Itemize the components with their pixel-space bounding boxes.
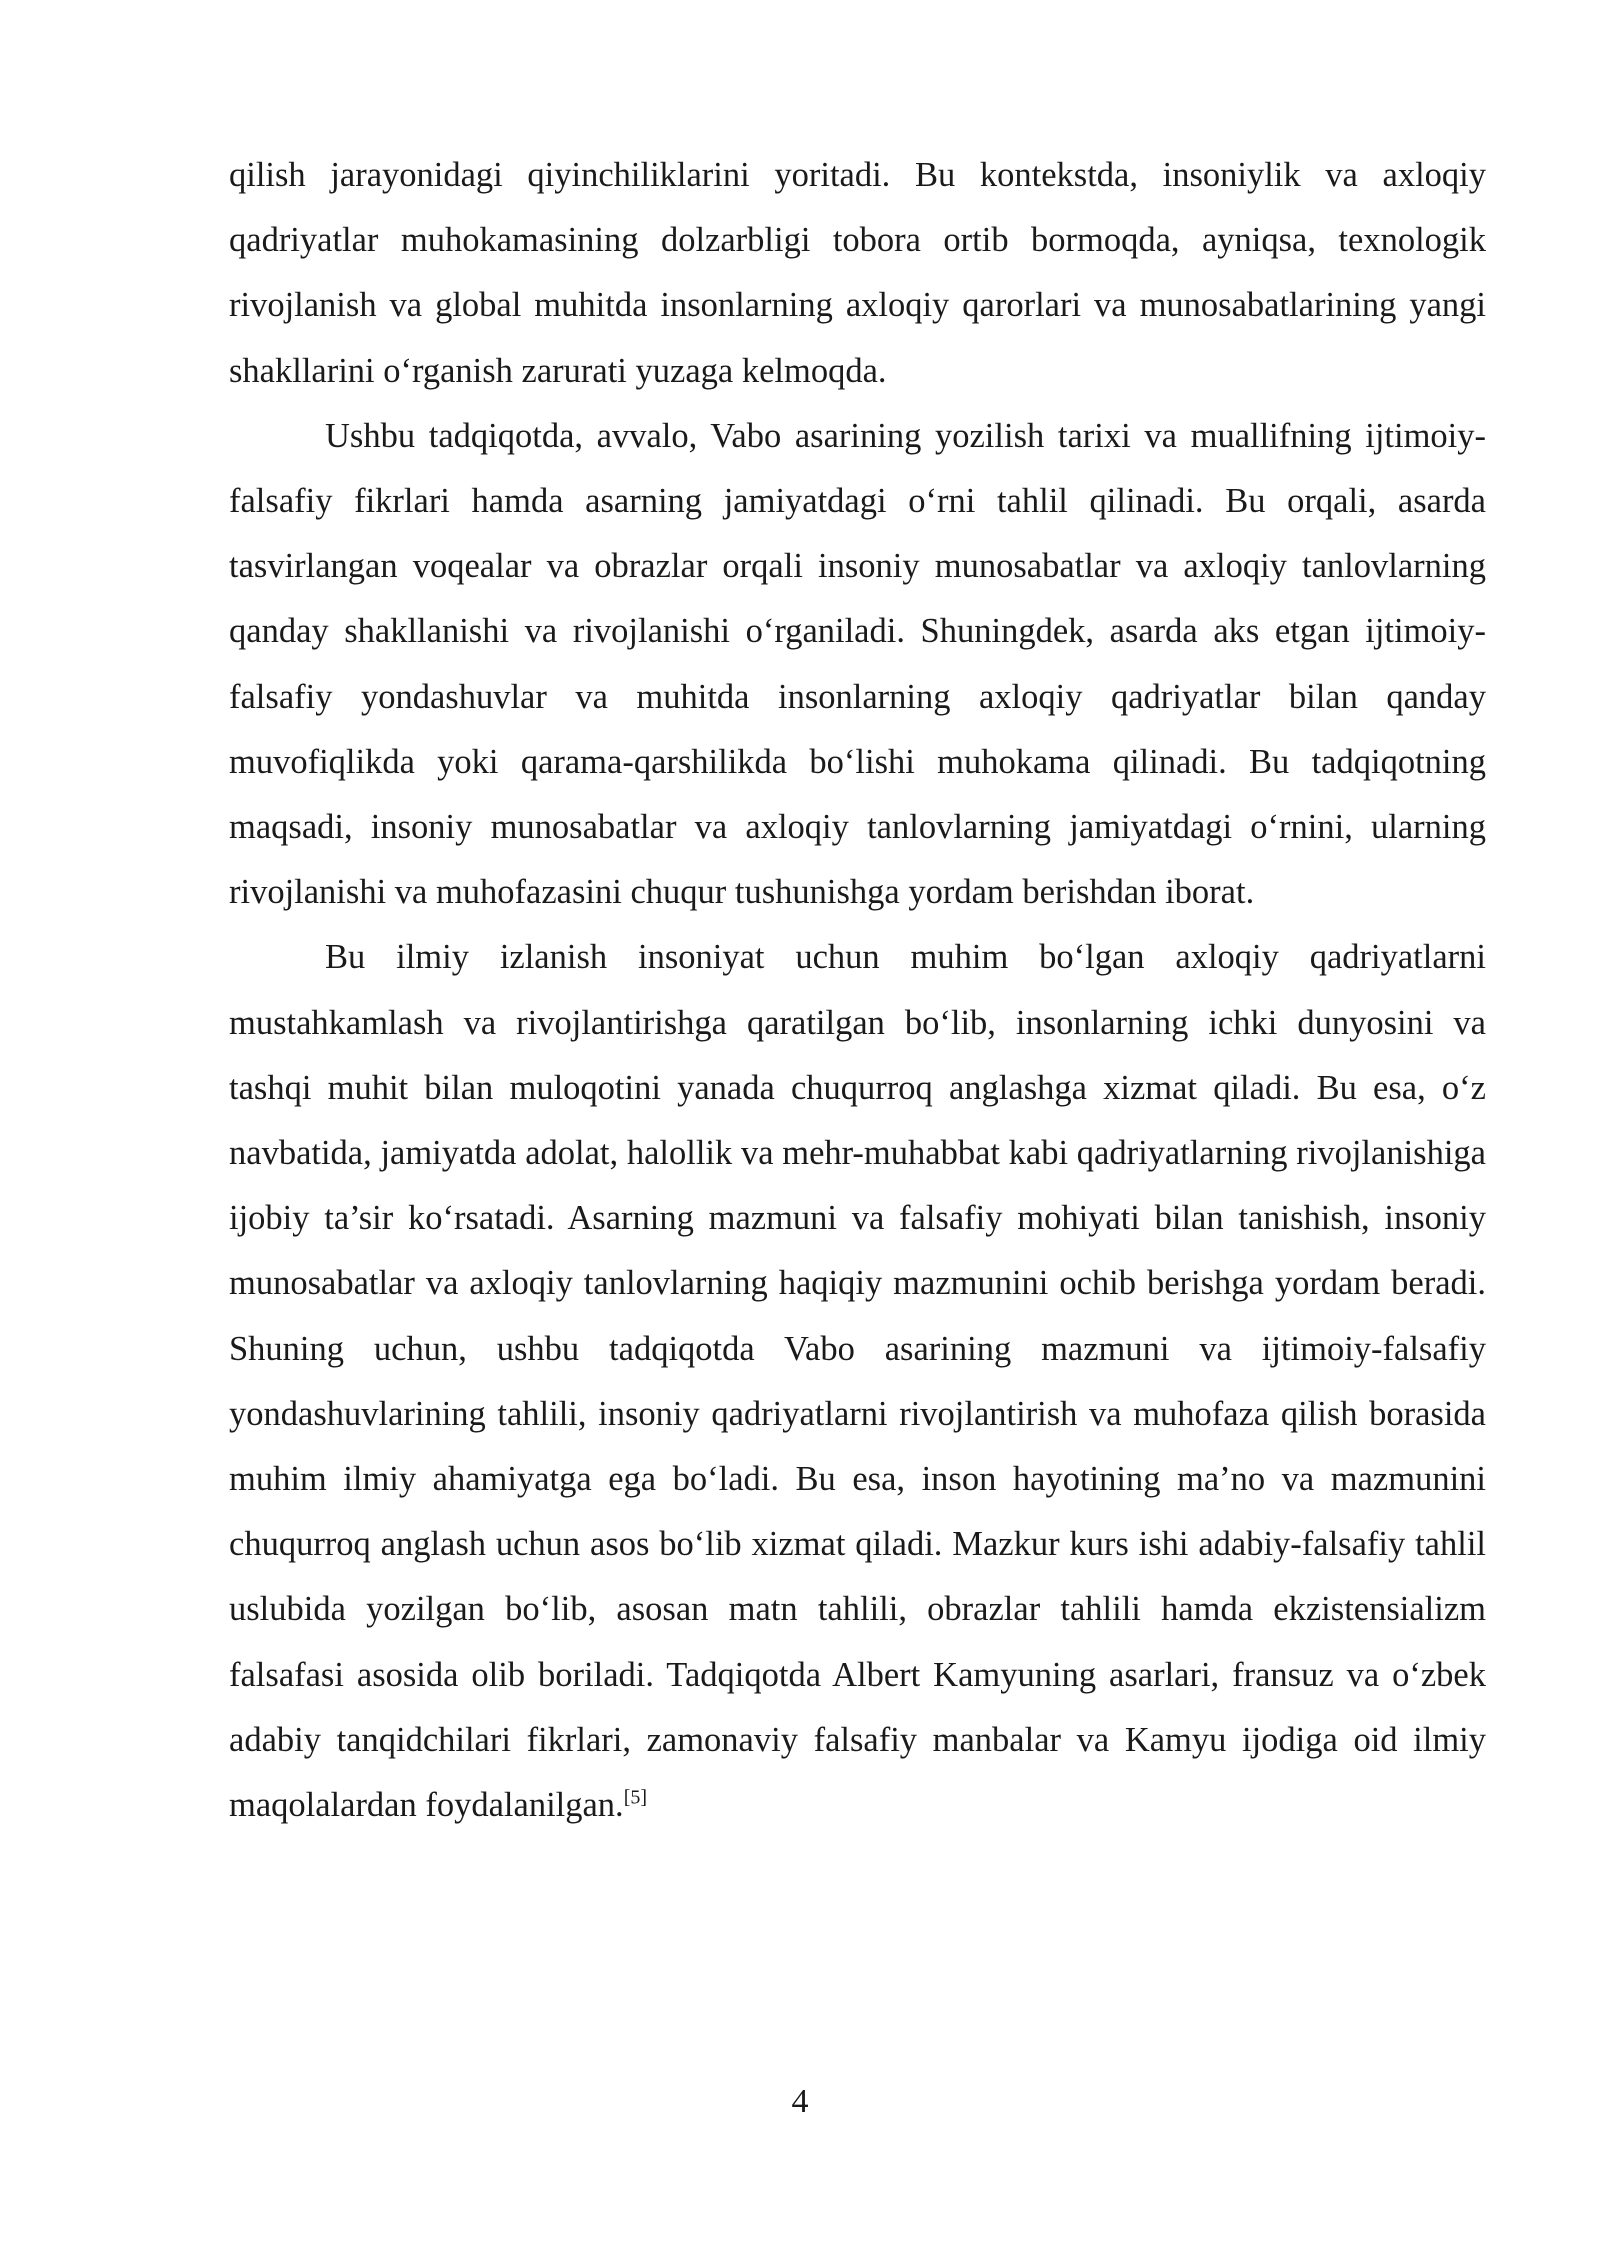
paragraph-1-text: qilish jarayonidagi qiyinchiliklarini yoritadi. Bu kontekstda, insoniylik va axloqiy qadriyatlar muhokamasining dolzarbligi tobora ortib bormoqda, ayniqsa, texnologik rivojlanish va global muhitda insonlarning axloqiy qarorlari va munosabatlarining yangi shakllarini oʻrganish zarurati yuzaga kelmoqda. (229, 156, 1486, 390)
paragraph-3 (229, 925, 1486, 1838)
paragraph-3-text: Bu ilmiy izlanish insoniyat uchun muhim boʻlgan axloqiy qadriyatlarni mustahkamlash va rivojlantirishga qaratilgan boʻlib, insonlarning ichki dunyosini va tashqi muhit bilan muloqotini yanada chuqurroq anglashga xizmat qiladi. Bu esa, oʻz navbatida, jamiyatda adolat, halollik va mehr-muhabbat kabi qadriyatlarning rivojlanishiga ijobiy ta’sir koʻrsatadi. Asarning mazmuni va falsafiy mohiyati bilan tanishish, insoniy munosabatlar va axloqiy tanlovlarning haqiqiy mazmunini ochib berishga yordam beradi. Shuning uchun, ushbu tadqiqotda Vabo asarining mazmuni va ijtimoiy-falsafiy yondashuvlarining tahlili, insoniy qadriyatlarni rivojlantirish va muhofaza qilish borasida muhim ilmiy ahamiyatga ega boʻladi. Bu esa, inson hayotining ma’no va mazmunini chuqurroq anglash uchun asos boʻlib xizmat qiladi. Mazkur kurs ishi adabiy-falsafiy tahlil uslubida yozilgan boʻlib, asosan matn tahlili, obrazlar tahlili hamda ekzistensializm falsafasi asosida olib boriladi. Tadqiqotda Albert Kamyuning asarlari, fransuz va oʻzbek adabiy tanqidchilari fikrlari, zamonaviy falsafiy manbalar va Kamyu ijodiga oid ilmiy maqolalardan foydalanilgan. (229, 938, 1486, 1825)
citation-reference: [5] (623, 1786, 648, 1809)
paragraph-1 (229, 143, 1486, 404)
paragraph-2 (229, 404, 1486, 926)
page-number: 4 (791, 2083, 809, 2120)
paragraph-2-text: Ushbu tadqiqotda, avvalo, Vabo asarining yozilish tarixi va muallifning ijtimoiy-falsafiy fikrlari hamda asarning jamiyatdagi oʻrni tahlil qilinadi. Bu orqali, asarda tasvirlangan voqealar va obrazlar orqali insoniy munosabatlar va axloqiy tanlovlarning qanday shakllanishi va rivojlanishi oʻrganiladi. Shuningdek, asarda aks etgan ijtimoiy-falsafiy yondashuvlar va muhitda insonlarning axloqiy qadriyatlar bilan qanday muvofiqlikda yoki qarama-qarshilikda boʻlishi muhokama qilinadi. Bu tadqiqotning maqsadi, insoniy munosabatlar va axloqiy tanlovlarning jamiyatdagi oʻrnini, ularning rivojlanishi va muhofazasini chuqur tushunishga yordam berishdan iborat. (229, 416, 1486, 912)
document-body (229, 143, 1486, 1838)
